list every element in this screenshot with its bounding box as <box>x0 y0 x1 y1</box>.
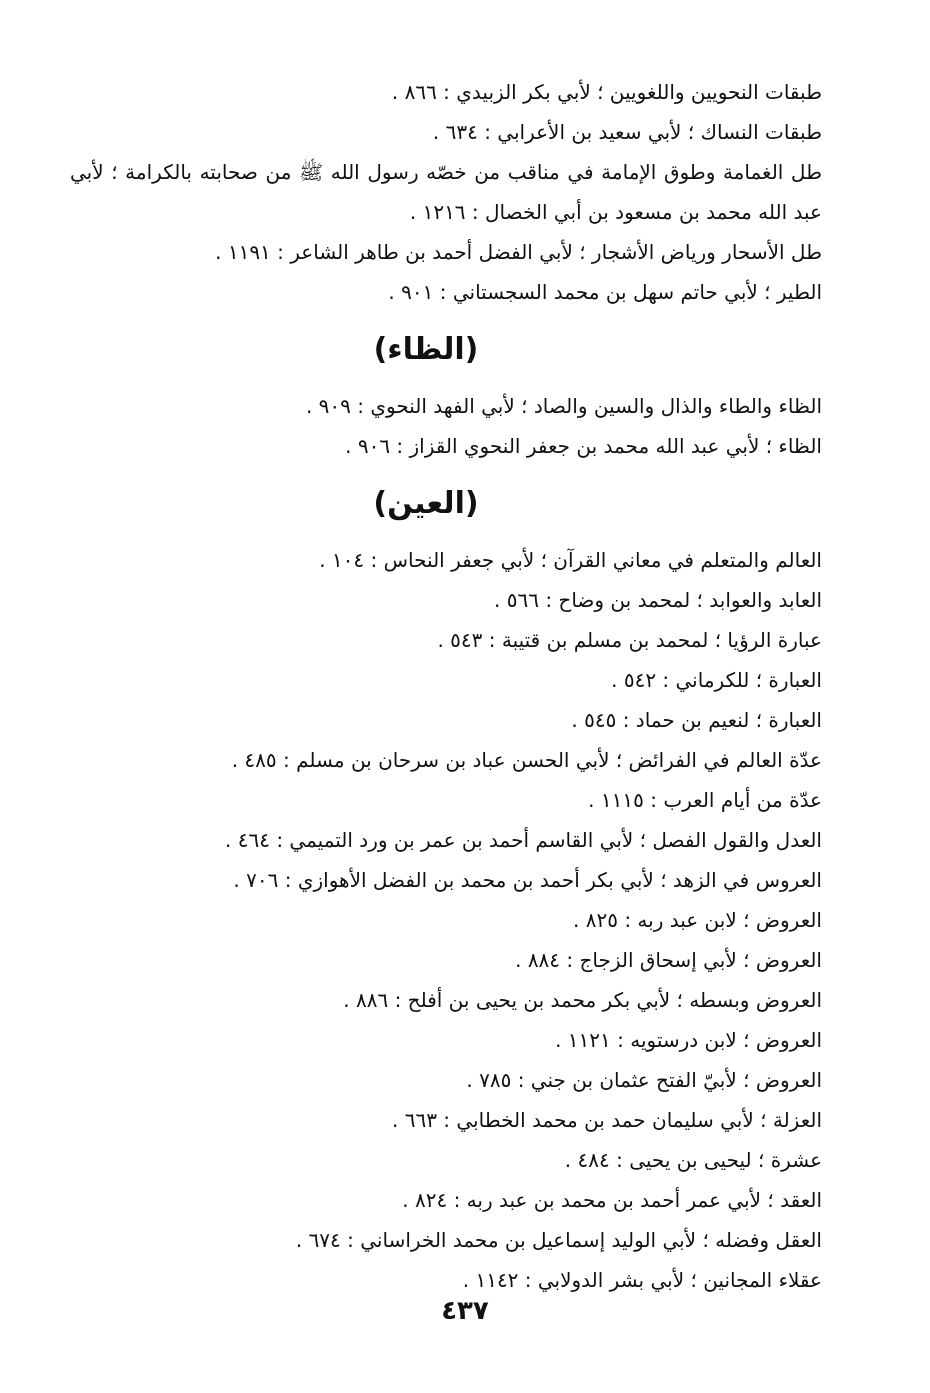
index-entry: العدل والقول الفصل ؛ لأبي القاسم أحمد بن عمر بن ورد التميمي : ٤٦٤ . <box>225 828 822 852</box>
index-entry: العبارة ؛ للكرماني : ٥٤٢ . <box>611 668 822 692</box>
index-entry: العقل وفضله ؛ لأبي الوليد إسماعيل بن محمد الخراساني : ٦٧٤ . <box>295 1228 822 1252</box>
index-entry: العروض ؛ لابن درستويه : ١١٢١ . <box>555 1028 822 1052</box>
page-number: ٤٣٧ <box>441 1296 489 1326</box>
index-entry: الظاء ؛ لأبي عبد الله محمد بن جعفر النحوي القزاز : ٩٠٦ . <box>345 434 822 458</box>
index-entry: الطير ؛ لأبي حاتم سهل بن محمد السجستاني : ٩٠١ . <box>388 280 822 304</box>
index-entry: العروض ؛ لأبي إسحاق الزجاج : ٨٨٤ . <box>515 948 822 972</box>
section-ta <box>70 72 822 312</box>
section-heading-ayn: (العين) <box>373 486 479 521</box>
index-entry: العروض ؛ لابن عبد ربه : ٨٢٥ . <box>573 908 822 932</box>
index-entry: طبقات النحويين واللغويين ؛ لأبي بكر الزبيدي : ٨٦٦ . <box>391 80 822 104</box>
index-entry: عقلاء المجانين ؛ لأبي بشر الدولابي : ١١٤٢ . <box>462 1268 822 1292</box>
section-heading-zaa: (الظاء) <box>373 332 479 367</box>
index-entry: العروض وبسطه ؛ لأبي بكر محمد بن يحيى بن أفلح : ٨٨٦ . <box>343 988 822 1012</box>
index-entry: العالم والمتعلم في معاني القرآن ؛ لأبي جعفر النحاس : ١٠٤ . <box>319 548 822 572</box>
index-page <box>70 72 822 1300</box>
index-entry: العابد والعوابد ؛ لمحمد بن وضاح : ٥٦٦ . <box>494 588 822 612</box>
index-entry: عدّة من أيام العرب : ١١١٥ . <box>588 788 822 812</box>
index-entry: طبقات النساك ؛ لأبي سعيد بن الأعرابي : ٦٣٤ . <box>432 120 822 144</box>
index-entry: عشرة ؛ ليحيى بن يحيى : ٤٨٤ . <box>564 1148 822 1172</box>
index-entry: العروس في الزهد ؛ لأبي بكر أحمد بن محمد بن الفضل الأهوازي : ٧٠٦ . <box>233 868 822 892</box>
index-entry: الظاء والطاء والذال والسين والصاد ؛ لأبي الفهد النحوي : ٩٠٩ . <box>305 394 822 418</box>
index-entry: طل الأسحار ورياض الأشجار ؛ لأبي الفضل أحمد بن طاهر الشاعر : ١١٩١ . <box>215 240 822 264</box>
index-entry: العبارة ؛ لنعيم بن حماد : ٥٤٥ . <box>571 708 822 732</box>
index-entry: عدّة العالم في الفرائض ؛ لأبي الحسن عباد بن سرحان بن مسلم : ٤٨٥ . <box>231 748 822 772</box>
index-entry: طل الغمامة وطوق الإمامة في مناقب من خصّه رسول الله ﷺ من صحابته بالكرامة ؛ لأبي عبد الله محمد بن مسعود بن أبي الخصال : ١٢١٦ . <box>70 160 822 224</box>
section-zaa <box>70 386 822 466</box>
index-entry: العروض ؛ لأبيّ الفتح عثمان بن جني : ٧٨٥ . <box>466 1068 822 1092</box>
index-entry: العقد ؛ لأبي عمر أحمد بن محمد بن عبد ربه : ٨٢٤ . <box>402 1188 822 1212</box>
section-ayn <box>70 540 822 1300</box>
index-entry: العزلة ؛ لأبي سليمان حمد بن محمد الخطابي : ٦٦٣ . <box>391 1108 822 1132</box>
index-entry: عبارة الرؤيا ؛ لمحمد بن مسلم بن قتيبة : ٥٤٣ . <box>437 628 822 652</box>
